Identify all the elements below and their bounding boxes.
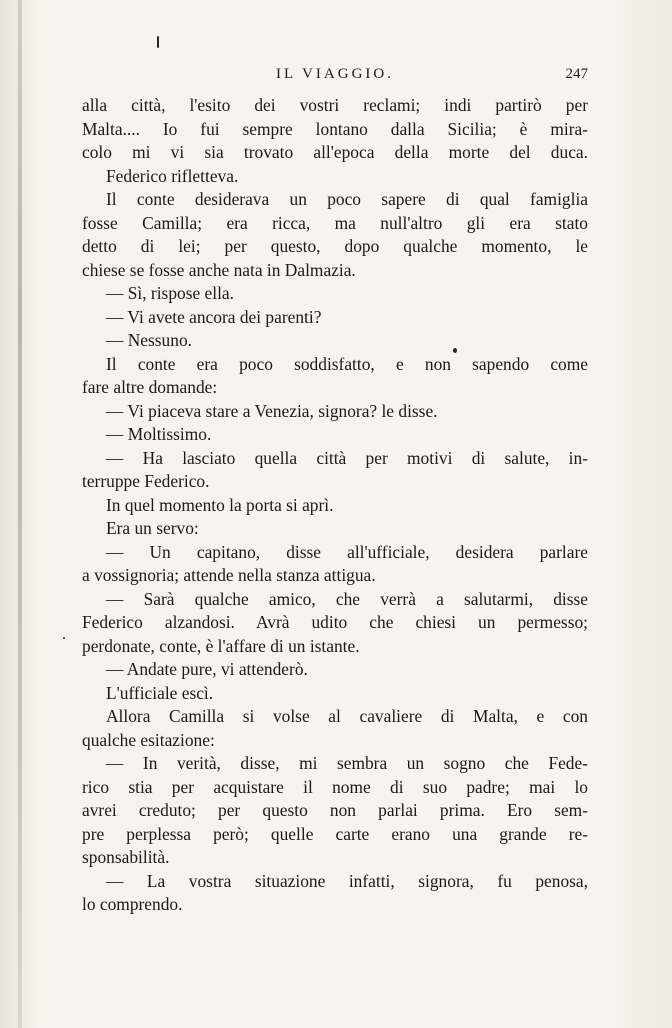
- text-line: — Nessuno.: [106, 330, 192, 350]
- text-line: Federico alzandosi. Avrà udito che chiesi un permesso;: [82, 612, 588, 632]
- text-line: In quel momento la porta si aprì.: [106, 494, 334, 515]
- text-line: qualche esitazione:: [82, 729, 215, 750]
- text-line: rico stia per acquistare il nome di suo padre; mai lo: [82, 776, 588, 797]
- text-line: lo comprendo.: [82, 894, 183, 914]
- running-title: IL VIAGGIO.: [276, 66, 394, 82]
- text-line: Federico rifletteva.: [106, 165, 239, 186]
- text-line: — Vi piaceva stare a Venezia, signora? le disse.: [106, 400, 438, 421]
- text-line: — Un capitano, disse all'ufficiale, desidera parlare: [106, 541, 588, 562]
- print-speck: [453, 348, 457, 353]
- print-speck: [63, 637, 65, 639]
- text-line: Allora Camilla si volse al cavaliere di Malta, e con: [106, 706, 588, 726]
- text-line: alla città, l'esito dei vostri reclami; indi partirò per: [82, 95, 588, 115]
- text-line: — Andate pure, vi attenderò.: [106, 659, 308, 679]
- text-line: — Sì, rispose ella.: [106, 283, 235, 303]
- text-line: — Vi avete ancora dei parenti?: [106, 306, 322, 327]
- text-line: colo mi vi sia trovato all'epoca della morte del duca.: [82, 142, 588, 162]
- text-line: — La vostra situazione infatti, signora, fu penosa,: [106, 870, 588, 891]
- text-line: perdonate, conte, è l'affare di un istante.: [82, 635, 360, 656]
- print-speck: [157, 36, 159, 48]
- text-line: L'ufficiale escì.: [106, 682, 214, 703]
- text-line: fosse Camilla; era ricca, ma null'altro gli era stato: [82, 212, 588, 233]
- text-line: — Moltissimo.: [106, 424, 212, 444]
- text-line: a vossignoria; attende nella stanza attigua.: [82, 565, 376, 585]
- text-line: — Sarà qualche amico, che verrà a salutarmi, disse: [106, 588, 588, 609]
- binding-edge: [18, 0, 22, 1028]
- text-line: Malta.... Io fui sempre lontano dalla Sicilia; è mira-: [82, 118, 588, 139]
- text-line: — Ha lasciato quella città per motivi di salute, in-: [106, 447, 588, 468]
- text-line: fare altre domande:: [82, 377, 218, 397]
- page-header: [82, 64, 588, 88]
- body-text: [82, 94, 588, 917]
- text-line: pre perplessa però; quelle carte erano una grande re-: [82, 823, 588, 844]
- text-line: chiese se fosse anche nata in Dalmazia.: [82, 259, 356, 280]
- text-line: Il conte era poco soddisfatto, e non sapendo come: [106, 353, 588, 374]
- text-line: sponsabilità.: [82, 847, 170, 867]
- text-line: Il conte desiderava un poco sapere di qual famiglia: [106, 189, 588, 209]
- text-line: terruppe Federico.: [82, 471, 210, 491]
- text-line: Era un servo:: [106, 518, 199, 538]
- page-number: 247: [565, 66, 588, 82]
- text-line: avrei creduto; per questo non parlai prima. Ero sem-: [82, 800, 588, 820]
- text-line: — In verità, disse, mi sembra un sogno che Fede-: [106, 753, 588, 773]
- text-line: detto di lei; per questo, dopo qualche momento, le: [82, 236, 588, 256]
